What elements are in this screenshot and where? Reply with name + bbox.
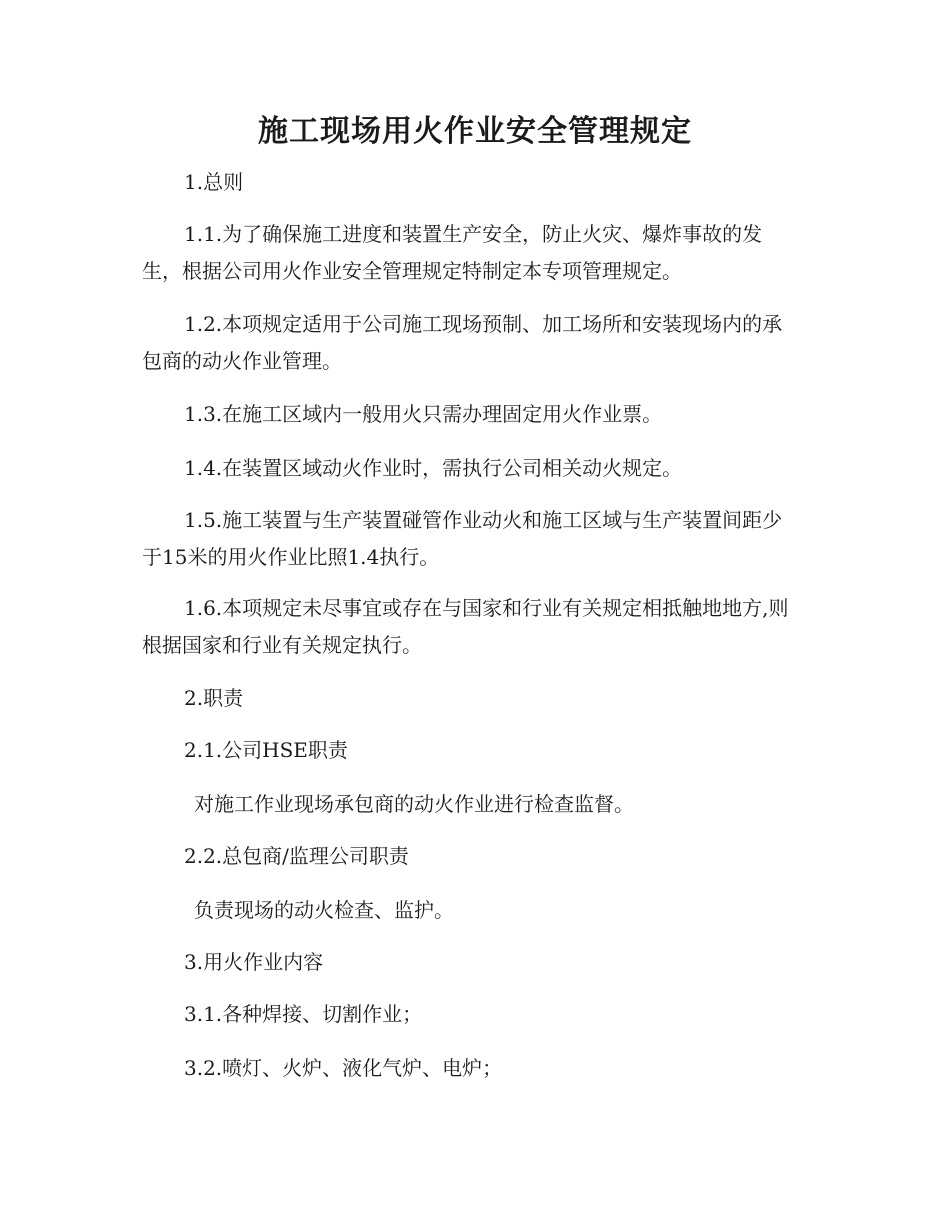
clause-2-2: 2.2.总包商/监理公司职责: [184, 844, 409, 868]
clause-1-1: 1.1.为了确保施工进度和装置生产安全，防止火灾、爆炸事故的发生，根据公司用火作业安全管理规定特制定本专项管理规定。: [142, 222, 763, 283]
section-heading-fire-work: 3.用火作业内容: [184, 950, 324, 974]
clause-3-1: 3.1.各种焊接、切割作业；: [184, 1002, 423, 1026]
clause-1-2: 1.2.本项规定适用于公司施工现场预制、加工场所和安装现场内的承包商的动火作业管理。: [142, 312, 783, 373]
section-heading-general: 1.总则: [184, 170, 244, 194]
clause-1-5: 1.5.施工装置与生产装置碰管作业动火和施工区域与生产装置间距少于15米的用火作业比照1.4执行。: [142, 508, 783, 569]
clause-1-4: 1.4.在装置区域动火作业时，需执行公司相关动火规定。: [184, 456, 683, 480]
clause-2-1: 2.1.公司HSE职责: [184, 738, 348, 762]
document-title: 施工现场用火作业安全管理规定: [258, 114, 692, 149]
clause-1-3: 1.3.在施工区域内一般用火只需办理固定用火作业票。: [184, 402, 663, 426]
clause-2-2-body: 负责现场的动火检查、监护。: [194, 898, 454, 922]
clause-3-2: 3.2.喷灯、火炉、液化气炉、电炉；: [184, 1056, 503, 1080]
clause-2-1-body: 对施工作业现场承包商的动火作业进行检查监督。: [194, 792, 634, 816]
section-heading-duties: 2.职责: [184, 686, 244, 710]
clause-1-6: 1.6.本项规定未尽事宜或存在与国家和行业有关规定相抵触地地方,则根据国家和行业有关规定执行。: [142, 596, 789, 657]
